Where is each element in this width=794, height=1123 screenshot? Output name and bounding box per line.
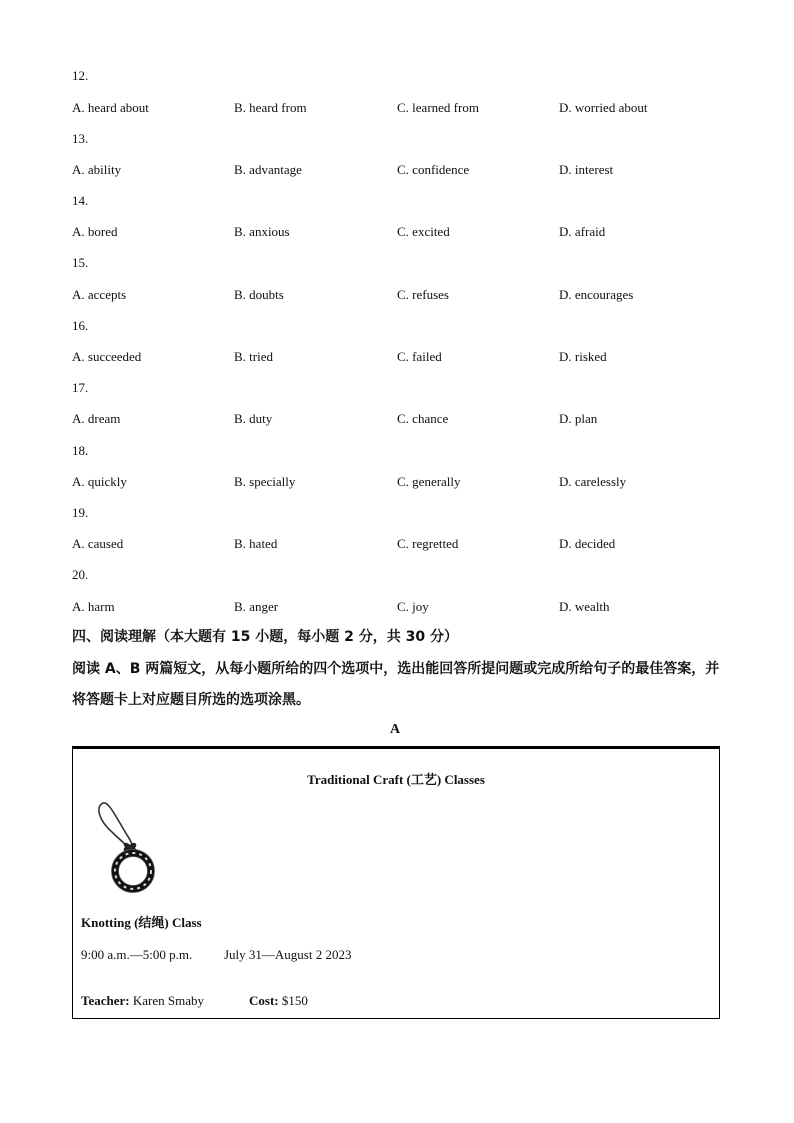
options-row bbox=[72, 411, 732, 427]
teacher-info bbox=[81, 993, 204, 1009]
class-name: Knotting (结绳) Class bbox=[81, 915, 202, 930]
question-number: 19. bbox=[72, 505, 89, 520]
options-row bbox=[72, 224, 732, 240]
class-date: July 31—August 2 2023 bbox=[224, 947, 352, 962]
options-row bbox=[72, 599, 732, 615]
section-heading: 四、阅读理解（本大题有 15 小题，每小题 2 分，共 30 分） bbox=[72, 629, 458, 645]
option-b: B. duty bbox=[234, 411, 273, 426]
question-number: 17. bbox=[72, 380, 89, 395]
option-b: B. anger bbox=[234, 599, 279, 614]
cost-value: $150 bbox=[278, 993, 308, 1008]
question-number: 20. bbox=[72, 567, 89, 582]
passage-label: A bbox=[390, 722, 401, 737]
question-number: 14. bbox=[72, 193, 89, 208]
options-row bbox=[72, 536, 732, 552]
question-17 bbox=[72, 380, 598, 426]
option-d: D. carelessly bbox=[559, 474, 627, 489]
question-16 bbox=[72, 318, 607, 364]
option-c: C. chance bbox=[397, 411, 449, 426]
passage-title: Traditional Craft (工艺) Classes bbox=[307, 772, 485, 787]
option-c: C. excited bbox=[397, 224, 450, 239]
cost-label: Cost: bbox=[249, 993, 279, 1008]
option-a: A. caused bbox=[72, 536, 124, 551]
option-a: A. quickly bbox=[72, 474, 127, 489]
question-number: 12. bbox=[72, 68, 89, 83]
option-d: D. worried about bbox=[559, 100, 648, 115]
option-a: A. ability bbox=[72, 162, 122, 177]
passage-a-box bbox=[72, 746, 720, 1019]
option-d: D. afraid bbox=[559, 224, 606, 239]
question-14 bbox=[72, 193, 606, 239]
options-row bbox=[72, 287, 732, 303]
question-15 bbox=[72, 255, 634, 302]
option-d: D. wealth bbox=[559, 599, 610, 614]
knot-bracelet-image bbox=[83, 799, 163, 895]
class-time: 9:00 a.m.—5:00 p.m. bbox=[81, 947, 193, 962]
option-c: C. refuses bbox=[397, 287, 449, 302]
question-18 bbox=[72, 443, 627, 489]
option-b: B. specially bbox=[234, 474, 296, 489]
option-b: B. anxious bbox=[234, 224, 290, 239]
option-a: A. bored bbox=[72, 224, 118, 239]
option-b: B. heard from bbox=[234, 100, 307, 115]
question-number: 15. bbox=[72, 255, 89, 270]
option-b: B. tried bbox=[234, 349, 273, 364]
options-row bbox=[72, 349, 732, 365]
options-row bbox=[72, 162, 732, 178]
question-19 bbox=[72, 505, 616, 551]
options-row bbox=[72, 100, 732, 116]
question-number: 16. bbox=[72, 318, 89, 333]
option-c: C. failed bbox=[397, 349, 442, 364]
question-number: 13. bbox=[72, 131, 89, 146]
question-number: 18. bbox=[72, 443, 89, 458]
option-d: D. plan bbox=[559, 411, 598, 426]
option-b: B. doubts bbox=[234, 287, 284, 302]
teacher-name: Karen Smaby bbox=[129, 993, 204, 1008]
cost-info bbox=[249, 993, 308, 1009]
option-a: A. harm bbox=[72, 599, 115, 614]
option-c: C. joy bbox=[397, 599, 429, 614]
section-instructions: 阅读 A、B 两篇短文，从每小题所给的四个选项中，选出能回答所提问题或完成所给句子的最佳答案，并将答题卡上对应题目所选的选项涂黑。 bbox=[72, 661, 720, 708]
option-a: A. accepts bbox=[72, 287, 127, 302]
option-a: A. dream bbox=[72, 411, 121, 426]
option-b: B. advantage bbox=[234, 162, 302, 177]
option-c: C. confidence bbox=[397, 162, 470, 177]
option-a: A. heard about bbox=[72, 100, 149, 115]
question-13 bbox=[72, 131, 614, 177]
option-b: B. hated bbox=[234, 536, 278, 551]
teacher-label: Teacher: bbox=[81, 993, 130, 1008]
option-d: D. encourages bbox=[559, 287, 634, 302]
question-20 bbox=[72, 567, 610, 614]
option-d: D. risked bbox=[559, 349, 607, 364]
option-d: D. decided bbox=[559, 536, 616, 551]
option-c: C. generally bbox=[397, 474, 461, 489]
option-d: D. interest bbox=[559, 162, 614, 177]
option-c: C. regretted bbox=[397, 536, 459, 551]
question-12 bbox=[72, 68, 648, 115]
options-row bbox=[72, 474, 732, 490]
option-a: A. succeeded bbox=[72, 349, 142, 364]
option-c: C. learned from bbox=[397, 100, 479, 115]
